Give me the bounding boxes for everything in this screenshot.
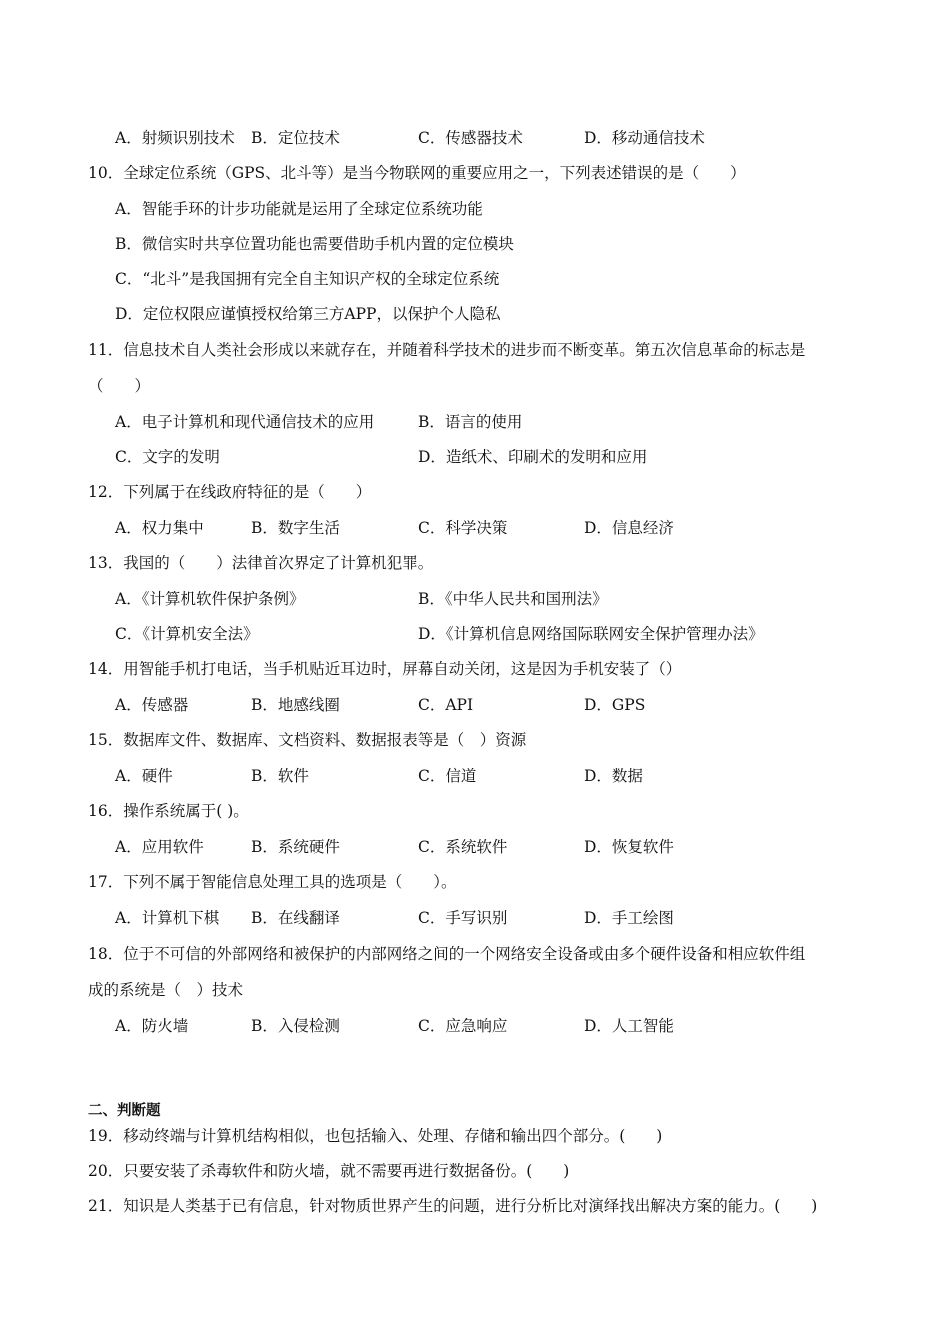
q16-option-b: B．系统硬件 bbox=[251, 838, 340, 856]
q11-stem-line2: （ ） bbox=[88, 377, 151, 395]
q14-option-c: C．API bbox=[418, 696, 474, 714]
q10-stem: 10．全球定位系统（GPS、北斗等）是当今物联网的重要应用之一，下列表述错误的是（ ） bbox=[88, 164, 746, 182]
q18-option-b: B．入侵检测 bbox=[251, 1017, 340, 1035]
question-21: 21．知识是人类基于已有信息，针对物质世界产生的问题，进行分析比对演绎找出解决方案的能力。( ) bbox=[88, 1197, 818, 1215]
q18-option-c: C．应急响应 bbox=[418, 1017, 508, 1035]
question-19: 19．移动终端与计算机结构相似，也包括输入、处理、存储和输出四个部分。( ) bbox=[88, 1127, 663, 1145]
q12-option-c: C．科学决策 bbox=[418, 519, 508, 537]
q15-option-b: B．软件 bbox=[251, 767, 309, 785]
q9-option-a: A．射频识别技术 bbox=[115, 129, 235, 147]
q14-option-d: D．GPS bbox=[584, 696, 646, 714]
q12-option-b: B．数字生活 bbox=[251, 519, 340, 537]
q9-option-c: C．传感器技术 bbox=[418, 129, 523, 147]
q12-option-d: D．信息经济 bbox=[584, 519, 674, 537]
q17-option-b: B．在线翻译 bbox=[251, 909, 340, 927]
q10-option-b: B．微信实时共享位置功能也需要借助手机内置的定位模块 bbox=[115, 235, 514, 253]
q13-stem: 13．我国的（ ）法律首次界定了计算机犯罪。 bbox=[88, 554, 434, 572]
question-20: 20．只要安装了杀毒软件和防火墙，就不需要再进行数据备份。( ) bbox=[88, 1162, 570, 1180]
q12-option-a: A．权力集中 bbox=[115, 519, 204, 537]
q10-option-a: A．智能手环的计步功能就是运用了全球定位系统功能 bbox=[115, 200, 483, 218]
q16-stem: 16．操作系统属于( )。 bbox=[88, 802, 249, 820]
q14-option-b: B．地感线圈 bbox=[251, 696, 340, 714]
q17-option-c: C．手写识别 bbox=[418, 909, 508, 927]
q16-option-a: A．应用软件 bbox=[115, 838, 204, 856]
q11-stem-line1: 11．信息技术自人类社会形成以来就存在，并随着科学技术的进步而不断变革。第五次信息革命的标志是 bbox=[88, 341, 806, 359]
q15-option-c: C．信道 bbox=[418, 767, 477, 785]
q16-option-d: D．恢复软件 bbox=[584, 838, 674, 856]
q18-option-d: D．人工智能 bbox=[584, 1017, 674, 1035]
q14-stem: 14．用智能手机打电话，当手机贴近耳边时，屏幕自动关闭，这是因为手机安装了（） bbox=[88, 660, 682, 678]
q13-option-a: A．《计算机软件保护条例》 bbox=[115, 590, 305, 608]
q10-option-d: D．定位权限应谨慎授权给第三方APP，以保护个人隐私 bbox=[115, 305, 501, 323]
q9-option-d: D．移动通信技术 bbox=[584, 129, 705, 147]
q13-option-c: C．《计算机安全法》 bbox=[115, 625, 259, 643]
q13-option-b: B．《中华人民共和国刑法》 bbox=[418, 590, 608, 608]
q17-option-a: A．计算机下棋 bbox=[115, 909, 220, 927]
q17-option-d: D．手工绘图 bbox=[584, 909, 674, 927]
section-title: 二、判断题 bbox=[88, 1103, 161, 1119]
q13-option-d: D．《计算机信息网络国际联网安全保护管理办法》 bbox=[418, 625, 764, 643]
q15-option-a: A．硬件 bbox=[115, 767, 173, 785]
q18-option-a: A．防火墙 bbox=[115, 1017, 189, 1035]
q18-stem-line2: 成的系统是（ ）技术 bbox=[88, 981, 244, 999]
q11-option-d: D．造纸术、印刷术的发明和应用 bbox=[418, 448, 648, 466]
q15-stem: 15．数据库文件、数据库、文档资料、数据报表等是（ ）资源 bbox=[88, 731, 527, 749]
q10-option-c: C．“北斗”是我国拥有完全自主知识产权的全球定位系统 bbox=[115, 270, 500, 288]
q16-option-c: C．系统软件 bbox=[418, 838, 508, 856]
q11-option-c: C．文字的发明 bbox=[115, 448, 220, 466]
q11-option-a: A．电子计算机和现代通信技术的应用 bbox=[115, 413, 375, 431]
q14-option-a: A．传感器 bbox=[115, 696, 189, 714]
q17-stem: 17．下列不属于智能信息处理工具的选项是（ ）。 bbox=[88, 873, 457, 891]
q18-stem-line1: 18．位于不可信的外部网络和被保护的内部网络之间的一个网络安全设备或由多个硬件设备和相应软件组 bbox=[88, 945, 806, 963]
q12-stem: 12．下列属于在线政府特征的是（ ） bbox=[88, 483, 372, 501]
q15-option-d: D．数据 bbox=[584, 767, 643, 785]
q11-option-b: B．语言的使用 bbox=[418, 413, 523, 431]
q9-option-b: B．定位技术 bbox=[251, 129, 340, 147]
